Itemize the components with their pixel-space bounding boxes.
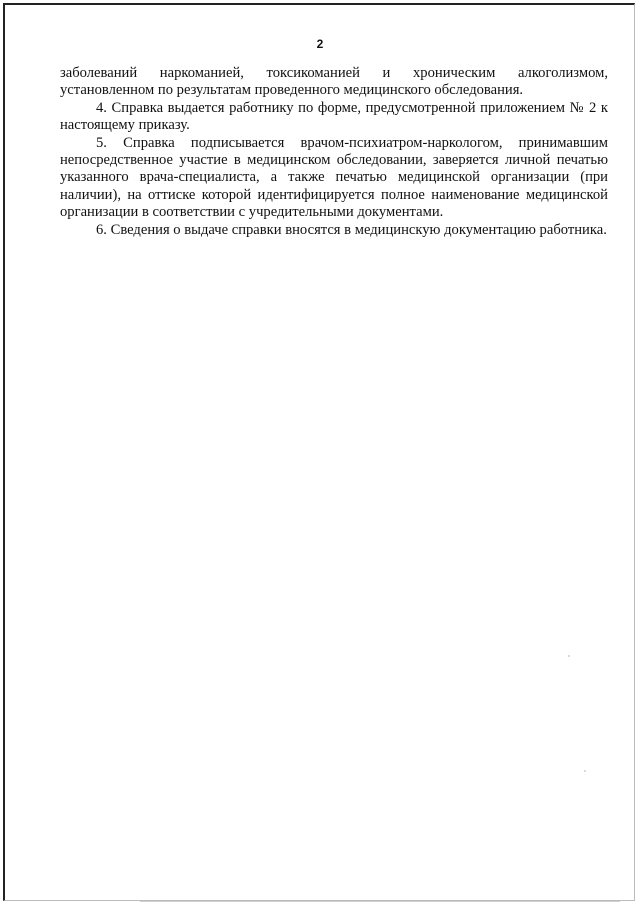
document-body: [60, 65, 608, 239]
scan-speck: [568, 655, 570, 657]
page-number: 2: [316, 37, 324, 51]
paragraph-continuation: заболеваний наркоманией, токсикоманией и хроническим алкоголизмом, установленном по результатам проведенного медицинского обследования.: [60, 65, 608, 99]
paragraph-item-6: 6. Сведения о выдаче справки вносятся в медицинскую документацию работника.: [96, 221, 607, 238]
scan-edge-line: [140, 901, 620, 902]
paragraph-item-5: 5. Справка подписывается врачом-психиатром-наркологом, принимавшим непосредственное участие в медицинском обследовании, заверяется личной печатью указанного врача-специалиста, а также печатью медицинской организации (при наличии), на оттиске которой идентифицируется полное наименование медицинской организации в соответствии с учредительными документами.: [60, 134, 608, 221]
scan-speck: [584, 770, 586, 772]
paragraph-item-4: 4. Справка выдается работнику по форме, предусмотренной приложением № 2 к настоящему приказу.: [60, 99, 608, 134]
